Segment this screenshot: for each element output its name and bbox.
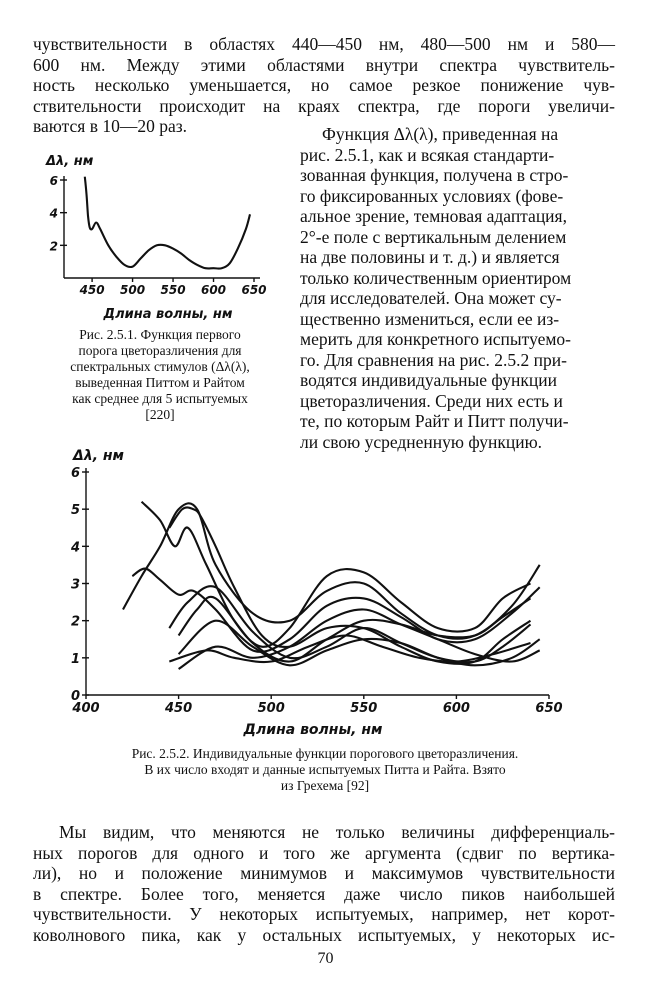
caption-line: порога цветоразличения для [78, 343, 242, 358]
caption-line: В их число входят и данные испытуемых Питта и Райта. Взято [144, 762, 506, 777]
y-axis-label: Δλ, нм [46, 154, 94, 169]
x-tick-label: 450 [79, 283, 105, 297]
x-tick-label: 600 [442, 701, 470, 716]
x-tick-label: 400 [72, 701, 100, 716]
x-axis-label: Длина волны, нм [243, 722, 383, 738]
series-line [142, 502, 531, 647]
caption-line: из Грехема [92] [280, 778, 370, 793]
text-line: зованная функция, получена в стро- [300, 165, 569, 185]
text-line: 2°-е поле с вертикальным делением [300, 226, 567, 247]
x-tick-label: 600 [200, 283, 227, 297]
x-tick-label: 550 [350, 701, 378, 716]
x-tick-label: 450 [165, 701, 193, 716]
text-line: цветоразличения. Среди них есть и [300, 390, 563, 411]
text-line: го. Для сравнения на рис. 2.5.2 при- [300, 349, 567, 370]
y-tick-label: 3 [70, 577, 80, 593]
y-tick-label: 4 [49, 206, 58, 221]
caption-line: Рис. 2.5.2. Индивидуальные функции порогового цветоразличения. [131, 746, 519, 761]
text-line: ствительности происходит на краях спектра, где пороги увеличи- [33, 95, 615, 116]
x-tick-label: 500 [120, 283, 146, 297]
x-tick-label: 650 [535, 701, 563, 716]
y-tick-label: 6 [70, 466, 80, 481]
page-number: 70 [317, 950, 334, 967]
caption-line: Рис. 2.5.1. Функция первого [79, 327, 241, 342]
text-line: рис. 2.5.1, как и всякая стандарти- [300, 144, 555, 165]
text-line: щественно измениться, если ее из- [300, 308, 560, 329]
text-line: на две половины и т. д.) и является [300, 247, 560, 267]
y-tick-label: 6 [49, 174, 58, 188]
caption-line: выведенная Питтом и Райтом [75, 375, 245, 390]
x-tick-label: 550 [160, 283, 186, 297]
series-line [132, 569, 539, 652]
text-line: чувствительности. У некоторых испытуемых, например, нет корот- [33, 904, 615, 924]
text-line: мерить для конкретного испытуемо- [300, 329, 572, 349]
text-line: ли), но и положение минимумов и максимумов чувствительности [33, 863, 615, 883]
y-axis-label: Δλ, нм [73, 448, 125, 464]
y-tick-label: 4 [70, 540, 80, 556]
x-tick-label: 500 [257, 701, 285, 716]
y-tick-label: 2 [49, 239, 58, 254]
text-line: ваются в 10—20 раз. [33, 116, 188, 136]
text-line: те, по которым Райт и Питт получи- [300, 411, 569, 431]
text-line: альное зрение, темновая адаптация, [300, 206, 567, 226]
text-line: водятся индивидуальные функции [300, 370, 557, 390]
x-tick-label: 650 [241, 283, 267, 297]
text-line: чувствительности в областях 440—450 нм, 480—500 нм и 580— [33, 34, 615, 54]
y-tick-label: 2 [70, 614, 80, 630]
text-line: Мы видим, что меняются не только величины дифференциаль- [59, 822, 615, 842]
text-line: коволнового пика, как у остальных испытуемых, у некоторых ис- [33, 924, 615, 945]
caption-line: [220] [145, 407, 175, 422]
series-line [169, 507, 530, 663]
text-line: ли свою усредненную функцию. [300, 431, 543, 452]
y-tick-label: 5 [70, 503, 80, 519]
text-line: ность несколько уменьшается, но самое резкое понижение чув- [33, 75, 615, 95]
text-line: го фиксированных условиях (фове- [300, 185, 564, 206]
caption-line: спектральных стимулов (Δλ(λ), [70, 359, 250, 374]
y-tick-label: 1 [70, 651, 80, 667]
text-line: ных порогов для одного и того же аргумента (сдвиг по вертика- [33, 842, 615, 863]
text-line: 600 нм. Между этими областями внутри спектра чувствитель- [33, 54, 615, 75]
text-line: в спектре. Более того, меняется даже число пиков наибольшей [33, 883, 615, 904]
x-axis-label: Длина волны, нм [103, 307, 233, 322]
text-line: только количественным ориентиром [300, 267, 572, 288]
y-tick-label: 0 [70, 689, 80, 704]
caption-line: как среднее для 5 испытуемых [72, 391, 248, 406]
text-line: Функция Δλ(λ), приведенная на [322, 124, 559, 144]
text-line: для исследователей. Она может су- [300, 288, 562, 308]
